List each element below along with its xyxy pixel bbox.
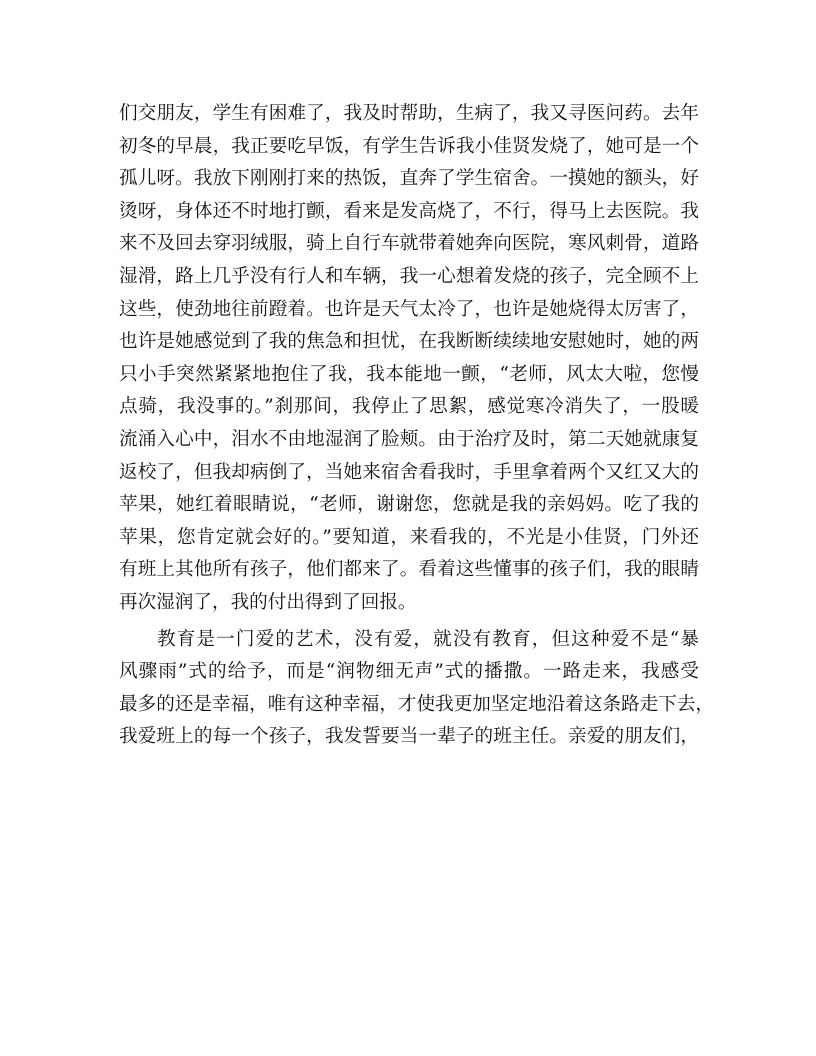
text-line: 烫呀，身体还不时地打颤，看来是发高烧了，不行，得马上去医院。我	[119, 200, 699, 222]
text-line: 苹果，她红着眼睛说，“老师，谢谢您，您就是我的亲妈妈。吃了我的	[119, 494, 699, 516]
text-line: 来不及回去穿羽绒服，骑上自行车就带着她奔向医院，寒风刺骨，道路	[119, 233, 699, 255]
text-line: 只小手突然紧紧地抱住了我，我本能地一颤，“老师，风太大啦，您慢	[119, 363, 699, 385]
text-line: 初冬的早晨，我正要吃早饭，有学生告诉我小佳贤发烧了，她可是一个	[119, 135, 699, 157]
text-line: 教育是一门爱的艺术，没有爱，就没有教育，但这种爱不是“暴	[157, 628, 699, 650]
text-line: 也许是她感觉到了我的焦急和担忧，在我断断续续地安慰她时，她的两	[119, 331, 699, 353]
document-body	[119, 98, 715, 754]
paragraph-2	[119, 624, 715, 754]
text-line: 风骤雨”式的给予，而是“润物细无声”式的播撒。一路走来，我感受	[119, 661, 699, 683]
paragraph-1	[119, 98, 699, 620]
text-line: 点骑，我没事的。”刹那间，我停止了思絮，感觉寒冷消失了，一股暖	[119, 396, 699, 418]
text-line: 们交朋友，学生有困难了，我及时帮助，生病了，我又寻医问药。去年	[119, 103, 699, 124]
text-line: 流涌入心中，泪水不由地湿润了脸颊。由于治疗及时，第二天她就康复	[119, 428, 699, 450]
text-line: 这些，使劲地往前蹬着。也许是天气太冷了，也许是她烧得太厉害了，	[119, 298, 699, 320]
text-line: 再次湿润了，我的付出得到了回报。	[119, 591, 417, 613]
text-line: 有班上其他所有孩子，他们都来了。看着这些懂事的孩子们，我的眼睛	[119, 559, 699, 581]
text-line: 孤儿呀。我放下刚刚打来的热饭，直奔了学生宿舍。一摸她的额头，好	[119, 168, 699, 190]
text-line: 湿滑，路上几乎没有行人和车辆，我一心想着发烧的孩子，完全顾不上	[119, 265, 699, 287]
text-line: 返校了，但我却病倒了，当她来宿舍看我时，手里拿着两个又红又大的	[119, 461, 699, 483]
text-line: 最多的还是幸福，唯有这种幸福，才使我更加坚定地沿着这条路走下去，	[119, 693, 715, 715]
text-line: 苹果，您肯定就会好的。”要知道，来看我的，不光是小佳贤，门外还	[119, 526, 699, 548]
text-line: 我爱班上的每一个孩子，我发誓要当一辈子的班主任。亲爱的朋友们，	[119, 726, 699, 748]
